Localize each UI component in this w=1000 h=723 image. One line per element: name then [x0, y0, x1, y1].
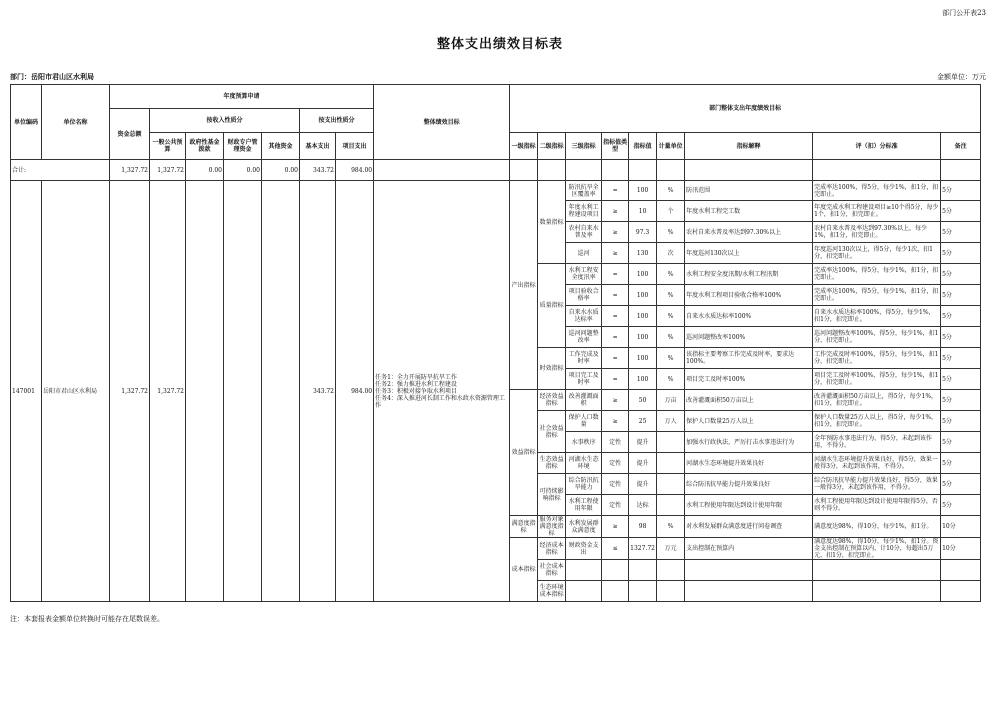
value-type: =: [602, 306, 629, 327]
remark: 5分: [941, 474, 981, 495]
indicator-value: 100: [629, 348, 657, 369]
scoring-standard: 完成率达100%，得5分，每少1%，扣1分，扣完即止。: [813, 264, 941, 285]
scoring-standard: [813, 581, 941, 602]
header-level3: 三级指标: [566, 133, 602, 160]
remark: 5分: [941, 181, 981, 201]
header-level2: 二级指标: [538, 133, 566, 160]
indicator-value: 10: [629, 201, 657, 222]
scoring-standard: 巡河问题整改率100%，得5分，每少1%，扣1分，扣完即止。: [813, 327, 941, 348]
measure-unit: [657, 560, 685, 581]
level2-indicator: 可持续影响指标: [538, 474, 566, 516]
measure-unit: %: [657, 516, 685, 538]
unit-general: 1,327.72: [150, 181, 186, 602]
measure-unit: %: [657, 348, 685, 369]
level1-indicator: 效益指标: [510, 390, 538, 516]
summary-basic: 343.72: [300, 160, 336, 181]
unit-other: [262, 181, 300, 602]
page-title: 整体支出绩效目标表: [436, 37, 563, 52]
footnote: 注：本套报表金额单位转换时可能存在尾数误差。: [10, 615, 164, 623]
summary-total: 1,327.72: [110, 160, 150, 181]
indicator-explanation: 巡河问题整改率100%: [685, 327, 813, 348]
remark: 5分: [941, 432, 981, 453]
remark: 5分: [941, 327, 981, 348]
indicator-value: 100: [629, 327, 657, 348]
performance-table: [10, 84, 981, 602]
value-type: =: [602, 348, 629, 369]
level3-indicator: 水利发展群众满意度: [566, 516, 602, 538]
header-annual-budget: 年度预算申请: [110, 85, 374, 109]
scoring-standard: 完成率达100%，得5分，每少1%，扣1分，扣完即止。: [813, 285, 941, 306]
remark: 5分: [941, 306, 981, 327]
indicator-value: 130: [629, 243, 657, 264]
value-type: =: [602, 181, 629, 201]
remark: [941, 560, 981, 581]
level3-indicator: 河湖水生态环境: [566, 453, 602, 474]
indicator-explanation: 年度巡河130次以上: [685, 243, 813, 264]
level3-indicator: 项目完工及时率: [566, 369, 602, 390]
level2-indicator: 时效指标: [538, 348, 566, 390]
indicator-explanation: 水利工程安全度汛期/水利工程汛期: [685, 264, 813, 285]
indicator-explanation: 项目完工及时率100%: [685, 369, 813, 390]
level2-indicator: 生态环境成本指标: [538, 581, 566, 602]
remark: 5分: [941, 348, 981, 369]
value-type: 定性: [602, 432, 629, 453]
value-type: 定性: [602, 474, 629, 495]
indicator-explanation: 支出控制在预算内: [685, 538, 813, 560]
value-type: =: [602, 369, 629, 390]
level2-indicator: 经济效益指标: [538, 390, 566, 411]
level3-indicator: 工作完成及时率: [566, 348, 602, 369]
header-other-fund: 其他资金: [262, 133, 300, 160]
summary-project: 984.00: [336, 160, 374, 181]
measure-unit: 万人: [657, 411, 685, 432]
scoring-standard: 保护人口数量25万人以上，得5分，每少1%，扣1分，扣完即止。: [813, 411, 941, 432]
remark: 5分: [941, 264, 981, 285]
measure-unit: [657, 474, 685, 495]
value-type: ≥: [602, 201, 629, 222]
value-type: [602, 560, 629, 581]
page-corner-label: 部门公开表23: [942, 9, 986, 17]
level3-indicator: [566, 581, 602, 602]
indicator-value: 50: [629, 390, 657, 411]
unit-gov-fund: [186, 181, 224, 602]
indicator-value: [629, 581, 657, 602]
header-by-source: 按收入性质分: [150, 109, 300, 133]
value-type: =: [602, 285, 629, 306]
scoring-standard: 年度完成水利工程建设项目≥10个得5分，每少1个，扣1分，扣完即止。: [813, 201, 941, 222]
remark: 5分: [941, 369, 981, 390]
value-type: 定性: [602, 495, 629, 516]
department-label: 部门：岳阳市君山区水利局: [10, 73, 94, 81]
measure-unit: %: [657, 327, 685, 348]
level3-indicator: 水利工程使用年限: [566, 495, 602, 516]
indicator-value: 达标: [629, 495, 657, 516]
measure-unit: 次: [657, 243, 685, 264]
indicator-explanation: 防汛范围: [685, 181, 813, 201]
level3-indicator: 水利工程安全度汛率: [566, 264, 602, 285]
value-type: ≥: [602, 243, 629, 264]
unit-name: 岳阳市君山区水利局: [42, 181, 110, 602]
scoring-standard: 全年预防水事违法行为，得5分，未起到该作用，不得分。: [813, 432, 941, 453]
value-type: ≥: [602, 516, 629, 538]
header-measure-unit: 计量单位: [657, 133, 685, 160]
indicator-explanation: 年度水利工程项目验收合格率100%: [685, 285, 813, 306]
summary-other: 0.00: [262, 160, 300, 181]
remark: 5分: [941, 453, 981, 474]
level3-indicator: 自来水水质达标率: [566, 306, 602, 327]
level3-indicator: 巡河问题整改率: [566, 327, 602, 348]
scoring-standard: 满意度达98%，得10分，每少1%，扣1分。资金支出控制在预算以内，计10分，每超出5万元，扣1分，扣完即止。: [813, 538, 941, 560]
indicator-explanation: [685, 581, 813, 602]
header-remark: 备注: [941, 133, 981, 160]
indicator-explanation: 综合防汛抗旱能力提升效果良好: [685, 474, 813, 495]
value-type: ≤: [602, 538, 629, 560]
level3-indicator: 综合防汛抗旱能力: [566, 474, 602, 495]
remark: 10分: [941, 516, 981, 538]
header-explanation: 指标解释: [685, 133, 813, 160]
scoring-standard: [813, 560, 941, 581]
level2-indicator: 社会效益指标: [538, 411, 566, 453]
unit-special: [224, 181, 262, 602]
value-type: ≥: [602, 411, 629, 432]
header-overall-goal: 整体绩效目标: [374, 85, 510, 160]
indicator-explanation: [685, 560, 813, 581]
header-basic-expense: 基本支出: [300, 133, 336, 160]
value-type: ≥: [602, 390, 629, 411]
summary-row: [11, 160, 981, 181]
currency-unit-label: 金额单位：万元: [937, 73, 986, 81]
indicator-value: 100: [629, 181, 657, 201]
scoring-standard: 项目完工及时率100%，得5分，每少1%，扣1分，扣完即止。: [813, 369, 941, 390]
indicator-explanation: 水利工程使用年限达到设计使用年限: [685, 495, 813, 516]
remark: 5分: [941, 222, 981, 243]
unit-basic: 343.72: [300, 181, 336, 602]
remark: 5分: [941, 285, 981, 306]
summary-special: 0.00: [224, 160, 262, 181]
level3-indicator: 水事秩序: [566, 432, 602, 453]
level2-indicator: 经济成本指标: [538, 538, 566, 560]
remark: 5分: [941, 201, 981, 222]
value-type: 定性: [602, 453, 629, 474]
unit-total: 1,327.72: [110, 181, 150, 602]
measure-unit: %: [657, 285, 685, 306]
remark: 5分: [941, 243, 981, 264]
header-level1: 一级指标: [510, 133, 538, 160]
indicator-value: [629, 560, 657, 581]
measure-unit: [657, 453, 685, 474]
scoring-standard: 农村自来水普及率达到97.30%以上，每少1%，扣1分，扣完即止。: [813, 222, 941, 243]
value-type: [602, 581, 629, 602]
indicator-explanation: 自来水水质达标率100%: [685, 306, 813, 327]
remark: [941, 581, 981, 602]
indicator-explanation: 加强水行政执法，严厉打击水事违法行为: [685, 432, 813, 453]
indicator-explanation: 改善灌溉面积50万亩以上: [685, 390, 813, 411]
level2-indicator: 生态效益指标: [538, 453, 566, 474]
indicator-value: 100: [629, 369, 657, 390]
value-type: =: [602, 264, 629, 285]
level3-indicator: 巡河: [566, 243, 602, 264]
indicator-value: 提升: [629, 474, 657, 495]
level3-indicator: 改善灌溉面积: [566, 390, 602, 411]
indicator-explanation: 农村自来水普及率达到97.30%以上: [685, 222, 813, 243]
summary-gov-fund: 0.00: [186, 160, 224, 181]
header-scoring-standard: 评（扣）分标准: [813, 133, 941, 160]
remark: 5分: [941, 495, 981, 516]
header-dept-goals: 部门整体支出年度绩效目标: [510, 85, 981, 133]
indicator-explanation: 河湖水生态环境提升效果良好: [685, 453, 813, 474]
overall-goal-text: 任务1：全力开展防旱抗旱工作 任务2：强力推进水利工程建设 任务3：积极对接争取水利项目 任务4：深入推进河长制工作和水政水资源管理工作: [374, 181, 510, 602]
header-value-type: 指标值类型: [602, 133, 629, 160]
measure-unit: %: [657, 222, 685, 243]
scoring-standard: 综合防汛抗旱能力提升效果良好，得5分，效果一般得3分，未起到该作用，不得分。: [813, 474, 941, 495]
level3-indicator: 保护人口数量: [566, 411, 602, 432]
header-special-fund: 财政专户管理资金: [224, 133, 262, 160]
header-gov-fund: 政府性基金拨款: [186, 133, 224, 160]
indicator-value: 97.3: [629, 222, 657, 243]
summary-general: 1,327.72: [150, 160, 186, 181]
level2-indicator: 数量指标: [538, 181, 566, 264]
measure-unit: %: [657, 181, 685, 201]
level3-indicator: 防汛抗旱全区覆盖率: [566, 181, 602, 201]
indicator-explanation: 对水利发展群众满意度进行问卷调查: [685, 516, 813, 538]
measure-unit: 个: [657, 201, 685, 222]
indicator-value: 100: [629, 264, 657, 285]
indicator-explanation: 保护人口数量25万人以上: [685, 411, 813, 432]
remark: 5分: [941, 390, 981, 411]
header-project-expense: 项目支出: [336, 133, 374, 160]
unit-project: 984.00: [336, 181, 374, 602]
level3-indicator: [566, 560, 602, 581]
level1-indicator: 满意度指标: [510, 516, 538, 538]
indicator-value: 100: [629, 285, 657, 306]
level3-indicator: 年度水利工程建设项目: [566, 201, 602, 222]
header-unit-name: 单位名称: [42, 85, 110, 160]
table-row: [11, 181, 981, 201]
scoring-standard: 水利工程使用年限达到设计使用年限得5分，否则不得分。: [813, 495, 941, 516]
remark: 10分: [941, 538, 981, 560]
header-unit-code: 单位编码: [11, 85, 42, 160]
indicator-value: 提升: [629, 432, 657, 453]
level2-indicator: 质量指标: [538, 264, 566, 348]
level3-indicator: 农村自来水普及率: [566, 222, 602, 243]
scoring-standard: 年度巡河130次以上，得5分，每少1次，扣1分，扣完即止。: [813, 243, 941, 264]
summary-label: 合计:: [11, 160, 110, 181]
unit-code: 147001: [11, 181, 42, 602]
indicator-value: 1327.72: [629, 538, 657, 560]
measure-unit: %: [657, 369, 685, 390]
header-by-use: 按支出性质分: [300, 109, 374, 133]
indicator-value: 100: [629, 306, 657, 327]
header-total-funds: 资金总额: [110, 109, 150, 160]
value-type: =: [602, 327, 629, 348]
measure-unit: %: [657, 306, 685, 327]
measure-unit: %: [657, 264, 685, 285]
level3-indicator: 财政资金支出: [566, 538, 602, 560]
indicator-value: 98: [629, 516, 657, 538]
scoring-standard: 改善灌溉面积50万亩以上，得5分，每少1%，扣1分，扣完即止。: [813, 390, 941, 411]
measure-unit: 万亩: [657, 390, 685, 411]
level2-indicator: 社会成本指标: [538, 560, 566, 581]
indicator-explanation: 该指标主要考察工作完成及时率，要求达100%。: [685, 348, 813, 369]
measure-unit: [657, 432, 685, 453]
header-value: 指标值: [629, 133, 657, 160]
measure-unit: [657, 495, 685, 516]
value-type: ≥: [602, 222, 629, 243]
level3-indicator: 项目验收合格率: [566, 285, 602, 306]
indicator-explanation: 年度水利工程完工数: [685, 201, 813, 222]
indicator-value: 提升: [629, 453, 657, 474]
scoring-standard: 工作完成及时率100%，得5分，每少1%，扣1分，扣完即止。: [813, 348, 941, 369]
level2-indicator: 服务对象满意度指标: [539, 516, 564, 537]
level1-indicator: 成本指标: [510, 538, 538, 602]
remark: 5分: [941, 411, 981, 432]
scoring-standard: 自来水水质达标率100%，得5分，每少1%，扣1分，扣完即止。: [813, 306, 941, 327]
indicator-value: 25: [629, 411, 657, 432]
scoring-standard: 完成率达100%，得5分，每少1%，扣1分，扣完即止。: [813, 181, 941, 201]
header-general-budget: 一般公共预算: [150, 133, 186, 160]
scoring-standard: 河湖水生态环境提升效果良好，得5分，效果一般得3分，未起到该作用，不得分。: [813, 453, 941, 474]
measure-unit: [657, 581, 685, 602]
scoring-standard: 满意度达98%，得10分，每少1%，扣1分。: [813, 516, 941, 538]
measure-unit: 万元: [657, 538, 685, 560]
level1-indicator: 产出指标: [510, 181, 538, 390]
